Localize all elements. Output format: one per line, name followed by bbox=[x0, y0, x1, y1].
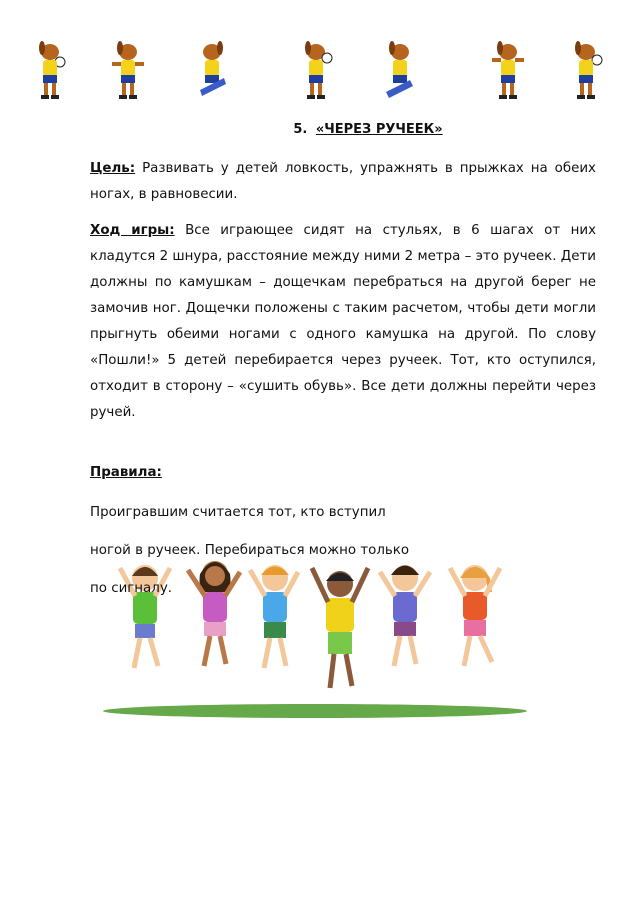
dog-mascot-row bbox=[0, 40, 640, 104]
rules-label: Правила: bbox=[90, 465, 162, 480]
rules-line-3: по сигналу. bbox=[90, 581, 173, 596]
rules-line-2: ногой в ручеек. Перебираться можно только bbox=[90, 543, 410, 558]
rules-line-1: Проигравшим считается тот, кто вступил bbox=[90, 505, 386, 520]
game-title bbox=[0, 122, 640, 137]
section-number: 5. bbox=[293, 122, 308, 137]
goal-paragraph bbox=[90, 156, 596, 208]
dog-mascot-icon bbox=[566, 40, 606, 102]
dog-mascot-icon bbox=[380, 40, 420, 102]
course-paragraph bbox=[90, 218, 596, 426]
dog-mascot-icon bbox=[30, 40, 70, 102]
goal-text: Развивать у детей ловкость, упражнять в прыжках на обеих ногах, в равновесии. bbox=[90, 161, 596, 202]
dog-mascot-icon bbox=[296, 40, 336, 102]
dog-mascot-icon bbox=[108, 40, 148, 102]
section-title: «ЧЕРЕЗ РУЧЕЕК» bbox=[315, 122, 443, 137]
dog-mascot-icon bbox=[488, 40, 528, 102]
course-text: Все играющее сидят на стульях, в 6 шагах от них кладутся 2 шнура, расстояние между ними 2 метра – это ручеек. Дети должны по камушкам – дощечкам перебраться на другой берег не замочив ног. Дощечки положены с таким расчетом, чтобы дети могли прыгнуть обеими ногами с одного камушка на другой. По слову «Пошли!» 5 детей перебирается через ручеек. Тот, кто оступился, отходит в сторону – «сушить обувь». Все дети должны перейти через ручей. bbox=[90, 223, 596, 420]
goal-label: Цель: bbox=[90, 161, 136, 176]
jumping-children-illustration bbox=[100, 548, 530, 723]
dog-mascot-icon bbox=[192, 40, 232, 102]
course-label: Ход игры: bbox=[90, 223, 175, 238]
